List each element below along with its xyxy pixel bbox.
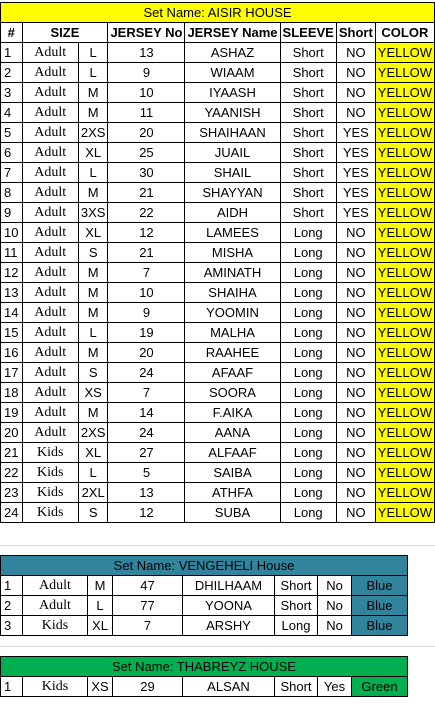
short-flag[interactable]: YES <box>336 183 375 203</box>
jersey-number[interactable]: 12 <box>108 503 185 523</box>
jersey-number[interactable]: 11 <box>108 103 185 123</box>
jersey-number[interactable]: 7 <box>113 616 183 636</box>
sleeve-type[interactable]: Short <box>275 596 318 616</box>
sleeve-type[interactable]: Short <box>275 576 318 596</box>
jersey-number[interactable]: 10 <box>108 283 185 303</box>
gridline <box>0 646 435 647</box>
short-flag[interactable]: NO <box>336 343 375 363</box>
size-category[interactable]: Adult <box>22 243 78 263</box>
jersey-number[interactable]: 20 <box>108 123 185 143</box>
jersey-name[interactable]: F.AIKA <box>185 403 280 423</box>
jersey-name[interactable]: IYAASH <box>185 83 280 103</box>
size-category[interactable]: Adult <box>23 596 88 616</box>
size-code[interactable]: S <box>78 363 108 383</box>
color-cell[interactable]: YELLOW <box>375 343 434 363</box>
size-category[interactable]: Kids <box>23 616 88 636</box>
sleeve-type[interactable]: Short <box>280 123 336 143</box>
jersey-number[interactable]: 20 <box>108 343 185 363</box>
jersey-name[interactable]: MISHA <box>185 243 280 263</box>
size-category[interactable]: Adult <box>22 83 78 103</box>
short-flag[interactable]: NO <box>336 303 375 323</box>
size-code[interactable]: M <box>78 83 108 103</box>
jersey-number[interactable]: 9 <box>108 303 185 323</box>
size-code[interactable]: XL <box>88 616 113 636</box>
jersey-name[interactable]: JUAIL <box>185 143 280 163</box>
sleeve-type[interactable]: Long <box>280 343 336 363</box>
table-row <box>1 183 435 203</box>
size-category[interactable]: Adult <box>22 183 78 203</box>
size-code[interactable]: 2XS <box>78 123 108 143</box>
row-number[interactable]: 18 <box>1 383 23 403</box>
sleeve-type[interactable]: Short <box>280 203 336 223</box>
size-code[interactable]: M <box>78 183 108 203</box>
set-table-vengeheli <box>0 555 408 636</box>
sleeve-type[interactable]: Long <box>280 403 336 423</box>
table-row <box>1 383 435 403</box>
size-category[interactable]: Adult <box>22 283 78 303</box>
size-category[interactable]: Adult <box>22 63 78 83</box>
row-number[interactable]: 3 <box>1 616 23 636</box>
size-category[interactable]: Adult <box>22 263 78 283</box>
row-number[interactable]: 23 <box>1 483 23 503</box>
sleeve-type[interactable]: Long <box>280 323 336 343</box>
short-flag[interactable]: NO <box>336 103 375 123</box>
sleeve-type[interactable]: Short <box>280 63 336 83</box>
short-flag[interactable]: NO <box>336 423 375 443</box>
jersey-number[interactable]: 22 <box>108 203 185 223</box>
row-number[interactable]: 21 <box>1 443 23 463</box>
row-number[interactable]: 6 <box>1 143 23 163</box>
jersey-number[interactable]: 77 <box>113 596 183 616</box>
jersey-name[interactable]: SHAIHAAN <box>185 123 280 143</box>
jersey-name[interactable]: AANA <box>185 423 280 443</box>
sleeve-type[interactable]: Long <box>275 616 318 636</box>
size-code[interactable]: M <box>78 103 108 123</box>
size-code[interactable]: L <box>78 43 108 63</box>
color-cell[interactable]: Green <box>352 677 408 697</box>
row-number[interactable]: 11 <box>1 243 23 263</box>
jersey-name[interactable]: SOORA <box>185 383 280 403</box>
sleeve-type[interactable]: Short <box>280 143 336 163</box>
row-number[interactable]: 7 <box>1 163 23 183</box>
sleeve-type[interactable]: Long <box>280 423 336 443</box>
sleeve-type[interactable]: Short <box>275 677 318 697</box>
jersey-name[interactable]: AMINATH <box>185 263 280 283</box>
table-row <box>1 243 435 263</box>
color-cell[interactable]: YELLOW <box>375 423 434 443</box>
row-number[interactable]: 2 <box>1 63 23 83</box>
color-cell[interactable]: YELLOW <box>375 103 434 123</box>
sleeve-type[interactable]: Long <box>280 283 336 303</box>
row-number[interactable]: 2 <box>1 596 23 616</box>
size-code[interactable]: L <box>78 163 108 183</box>
size-code[interactable]: M <box>78 343 108 363</box>
jersey-name[interactable]: SUBA <box>185 503 280 523</box>
table-row <box>1 677 408 697</box>
short-flag[interactable]: NO <box>336 443 375 463</box>
row-number[interactable]: 15 <box>1 323 23 343</box>
header-jersey-no[interactable]: JERSEY No <box>108 23 185 43</box>
color-cell[interactable]: YELLOW <box>375 463 434 483</box>
jersey-name[interactable]: AIDH <box>185 203 280 223</box>
size-code[interactable]: M <box>88 576 113 596</box>
size-code[interactable]: S <box>78 243 108 263</box>
row-number[interactable]: 19 <box>1 403 23 423</box>
table-row <box>1 443 435 463</box>
size-category[interactable]: Adult <box>22 203 78 223</box>
row-number[interactable]: 12 <box>1 263 23 283</box>
jersey-name[interactable]: ALSAN <box>183 677 275 697</box>
jersey-name[interactable]: YOOMIN <box>185 303 280 323</box>
row-number[interactable]: 24 <box>1 503 23 523</box>
table-row <box>1 203 435 223</box>
header-short[interactable]: Short <box>336 23 375 43</box>
size-category[interactable]: Adult <box>22 143 78 163</box>
table-row <box>1 463 435 483</box>
jersey-name[interactable]: ATHFA <box>185 483 280 503</box>
jersey-number[interactable]: 30 <box>108 163 185 183</box>
size-code[interactable]: 2XL <box>78 483 108 503</box>
table-row <box>1 363 435 383</box>
size-category[interactable]: Kids <box>22 443 78 463</box>
jersey-number[interactable]: 47 <box>113 576 183 596</box>
color-cell[interactable]: YELLOW <box>375 303 434 323</box>
size-code[interactable]: 2XS <box>78 423 108 443</box>
short-flag[interactable]: NO <box>336 283 375 303</box>
size-code[interactable]: XS <box>88 677 113 697</box>
jersey-name[interactable]: RAAHEE <box>185 343 280 363</box>
size-code[interactable]: XL <box>78 143 108 163</box>
table-row <box>1 103 435 123</box>
short-flag[interactable]: NO <box>336 323 375 343</box>
header-row <box>1 23 435 43</box>
sleeve-type[interactable]: Long <box>280 363 336 383</box>
color-cell[interactable]: Blue <box>352 596 408 616</box>
color-cell[interactable]: YELLOW <box>375 483 434 503</box>
size-category[interactable]: Adult <box>22 423 78 443</box>
size-category[interactable]: Adult <box>22 163 78 183</box>
table-row <box>1 63 435 83</box>
table-row <box>1 43 435 63</box>
jersey-name[interactable]: WIAAM <box>185 63 280 83</box>
color-cell[interactable]: YELLOW <box>375 223 434 243</box>
size-code[interactable]: L <box>88 596 113 616</box>
set-title[interactable]: Set Name: THABREYZ HOUSE <box>1 657 408 677</box>
table-row <box>1 483 435 503</box>
size-code[interactable]: M <box>78 283 108 303</box>
sleeve-type[interactable]: Long <box>280 243 336 263</box>
table-row <box>1 596 408 616</box>
size-category[interactable]: Adult <box>22 363 78 383</box>
short-flag[interactable]: NO <box>336 383 375 403</box>
row-number[interactable]: 3 <box>1 83 23 103</box>
size-category[interactable]: Adult <box>22 223 78 243</box>
table-row <box>1 423 435 443</box>
short-flag[interactable]: YES <box>336 123 375 143</box>
table-row <box>1 283 435 303</box>
row-number[interactable]: 1 <box>1 43 23 63</box>
jersey-number[interactable]: 9 <box>108 63 185 83</box>
set-title[interactable]: Set Name: VENGEHELI House <box>1 556 408 576</box>
size-code[interactable]: M <box>78 403 108 423</box>
sleeve-type[interactable]: Long <box>280 503 336 523</box>
jersey-name[interactable]: SHAIHA <box>185 283 280 303</box>
color-cell[interactable]: YELLOW <box>375 183 434 203</box>
short-flag[interactable]: NO <box>336 503 375 523</box>
table-row <box>1 616 408 636</box>
row-number[interactable]: 20 <box>1 423 23 443</box>
jersey-name[interactable]: SAIBA <box>185 463 280 483</box>
short-flag[interactable]: Yes <box>318 677 352 697</box>
row-number[interactable]: 16 <box>1 343 23 363</box>
color-cell[interactable]: YELLOW <box>375 243 434 263</box>
short-flag[interactable]: YES <box>336 143 375 163</box>
size-category[interactable]: Adult <box>22 403 78 423</box>
jersey-name[interactable]: ALFAAF <box>185 443 280 463</box>
short-flag[interactable]: NO <box>336 63 375 83</box>
short-flag[interactable]: NO <box>336 483 375 503</box>
jersey-number[interactable]: 24 <box>108 363 185 383</box>
jersey-number[interactable]: 29 <box>113 677 183 697</box>
size-code[interactable]: L <box>78 463 108 483</box>
size-category[interactable]: Kids <box>22 483 78 503</box>
color-cell[interactable]: YELLOW <box>375 203 434 223</box>
color-cell[interactable]: YELLOW <box>375 263 434 283</box>
jersey-number[interactable]: 25 <box>108 143 185 163</box>
short-flag[interactable]: NO <box>336 223 375 243</box>
jersey-number[interactable]: 14 <box>108 403 185 423</box>
jersey-name[interactable]: ARSHY <box>183 616 275 636</box>
header-color[interactable]: COLOR <box>375 23 434 43</box>
color-cell[interactable]: YELLOW <box>375 283 434 303</box>
jersey-name[interactable]: AFAAF <box>185 363 280 383</box>
jersey-name[interactable]: LAMEES <box>185 223 280 243</box>
size-category[interactable]: Adult <box>22 43 78 63</box>
color-cell[interactable]: YELLOW <box>375 363 434 383</box>
jersey-number[interactable]: 27 <box>108 443 185 463</box>
color-cell[interactable]: YELLOW <box>375 63 434 83</box>
short-flag[interactable]: NO <box>336 463 375 483</box>
color-cell[interactable]: YELLOW <box>375 323 434 343</box>
size-category[interactable]: Adult <box>22 103 78 123</box>
row-number[interactable]: 14 <box>1 303 23 323</box>
jersey-number[interactable]: 19 <box>108 323 185 343</box>
jersey-number[interactable]: 24 <box>108 423 185 443</box>
sleeve-type[interactable]: Long <box>280 483 336 503</box>
jersey-number[interactable]: 7 <box>108 263 185 283</box>
row-number[interactable]: 8 <box>1 183 23 203</box>
jersey-name[interactable]: YOONA <box>183 596 275 616</box>
jersey-number[interactable]: 5 <box>108 463 185 483</box>
size-code[interactable]: S <box>78 503 108 523</box>
set-table-aisir <box>0 2 435 523</box>
jersey-number[interactable]: 13 <box>108 483 185 503</box>
size-category[interactable]: Adult <box>22 323 78 343</box>
row-number[interactable]: 1 <box>1 576 23 596</box>
row-number[interactable]: 9 <box>1 203 23 223</box>
table-row <box>1 576 408 596</box>
color-cell[interactable]: YELLOW <box>375 123 434 143</box>
short-flag[interactable]: No <box>318 596 352 616</box>
color-cell[interactable]: YELLOW <box>375 163 434 183</box>
size-category[interactable]: Adult <box>22 303 78 323</box>
size-category[interactable]: Kids <box>23 677 88 697</box>
color-cell[interactable]: YELLOW <box>375 443 434 463</box>
size-code[interactable]: XL <box>78 223 108 243</box>
short-flag[interactable]: NO <box>336 243 375 263</box>
row-number[interactable]: 4 <box>1 103 23 123</box>
row-number[interactable]: 1 <box>1 677 23 697</box>
short-flag[interactable]: NO <box>336 403 375 423</box>
jersey-number[interactable]: 7 <box>108 383 185 403</box>
table-row <box>1 83 435 103</box>
size-category[interactable]: Kids <box>22 463 78 483</box>
set-table-thabreyz <box>0 656 408 697</box>
row-number[interactable]: 22 <box>1 463 23 483</box>
sleeve-type[interactable]: Long <box>280 383 336 403</box>
table-row <box>1 263 435 283</box>
color-cell[interactable]: YELLOW <box>375 43 434 63</box>
table-row <box>1 123 435 143</box>
color-cell[interactable]: YELLOW <box>375 383 434 403</box>
table-row <box>1 503 435 523</box>
short-flag[interactable]: NO <box>336 83 375 103</box>
table-row <box>1 143 435 163</box>
sleeve-type[interactable]: Long <box>280 443 336 463</box>
gridline <box>0 545 435 546</box>
size-code[interactable]: M <box>78 263 108 283</box>
short-flag[interactable]: No <box>318 616 352 636</box>
color-cell[interactable]: Blue <box>352 576 408 596</box>
color-cell[interactable]: YELLOW <box>375 503 434 523</box>
jersey-number[interactable]: 13 <box>108 43 185 63</box>
short-flag[interactable]: YES <box>336 163 375 183</box>
sleeve-type[interactable]: Short <box>280 163 336 183</box>
table-row <box>1 323 435 343</box>
size-code[interactable]: 3XS <box>78 203 108 223</box>
jersey-name[interactable]: DHILHAAM <box>183 576 275 596</box>
jersey-number[interactable]: 21 <box>108 243 185 263</box>
short-flag[interactable]: No <box>318 576 352 596</box>
jersey-name[interactable]: SHAYYAN <box>185 183 280 203</box>
sleeve-type[interactable]: Short <box>280 43 336 63</box>
sleeve-type[interactable]: Short <box>280 103 336 123</box>
set-title[interactable]: Set Name: AISIR HOUSE <box>1 3 435 23</box>
size-category[interactable]: Kids <box>22 503 78 523</box>
size-category[interactable]: Adult <box>23 576 88 596</box>
row-number[interactable]: 17 <box>1 363 23 383</box>
table-row <box>1 343 435 363</box>
row-number[interactable]: 10 <box>1 223 23 243</box>
color-cell[interactable]: YELLOW <box>375 143 434 163</box>
jersey-number[interactable]: 10 <box>108 83 185 103</box>
jersey-number[interactable]: 12 <box>108 223 185 243</box>
color-cell[interactable]: YELLOW <box>375 403 434 423</box>
size-code[interactable]: XS <box>78 383 108 403</box>
color-cell[interactable]: Blue <box>352 616 408 636</box>
short-flag[interactable]: NO <box>336 263 375 283</box>
sleeve-type[interactable]: Long <box>280 263 336 283</box>
table-row <box>1 223 435 243</box>
size-code[interactable]: L <box>78 63 108 83</box>
jersey-number[interactable]: 21 <box>108 183 185 203</box>
size-code[interactable]: L <box>78 323 108 343</box>
row-number[interactable]: 5 <box>1 123 23 143</box>
header-size[interactable]: SIZE <box>22 23 108 43</box>
row-number[interactable]: 13 <box>1 283 23 303</box>
size-category[interactable]: Adult <box>22 123 78 143</box>
header-num[interactable]: # <box>1 23 23 43</box>
short-flag[interactable]: NO <box>336 363 375 383</box>
sleeve-type[interactable]: Long <box>280 303 336 323</box>
header-jersey-name[interactable]: JERSEY Name <box>185 23 280 43</box>
jersey-name[interactable]: MALHA <box>185 323 280 343</box>
header-sleeve[interactable]: SLEEVE <box>280 23 336 43</box>
table-row <box>1 403 435 423</box>
size-code[interactable]: XL <box>78 443 108 463</box>
table-row <box>1 163 435 183</box>
sleeve-type[interactable]: Short <box>280 183 336 203</box>
size-category[interactable]: Adult <box>22 343 78 363</box>
jersey-name[interactable]: SHAIL <box>185 163 280 183</box>
size-category[interactable]: Adult <box>22 383 78 403</box>
sleeve-type[interactable]: Long <box>280 463 336 483</box>
table-row <box>1 303 435 323</box>
sleeve-type[interactable]: Short <box>280 83 336 103</box>
short-flag[interactable]: NO <box>336 43 375 63</box>
color-cell[interactable]: YELLOW <box>375 83 434 103</box>
sleeve-type[interactable]: Long <box>280 223 336 243</box>
jersey-name[interactable]: ASHAZ <box>185 43 280 63</box>
jersey-name[interactable]: YAANISH <box>185 103 280 123</box>
size-code[interactable]: M <box>78 303 108 323</box>
short-flag[interactable]: YES <box>336 203 375 223</box>
